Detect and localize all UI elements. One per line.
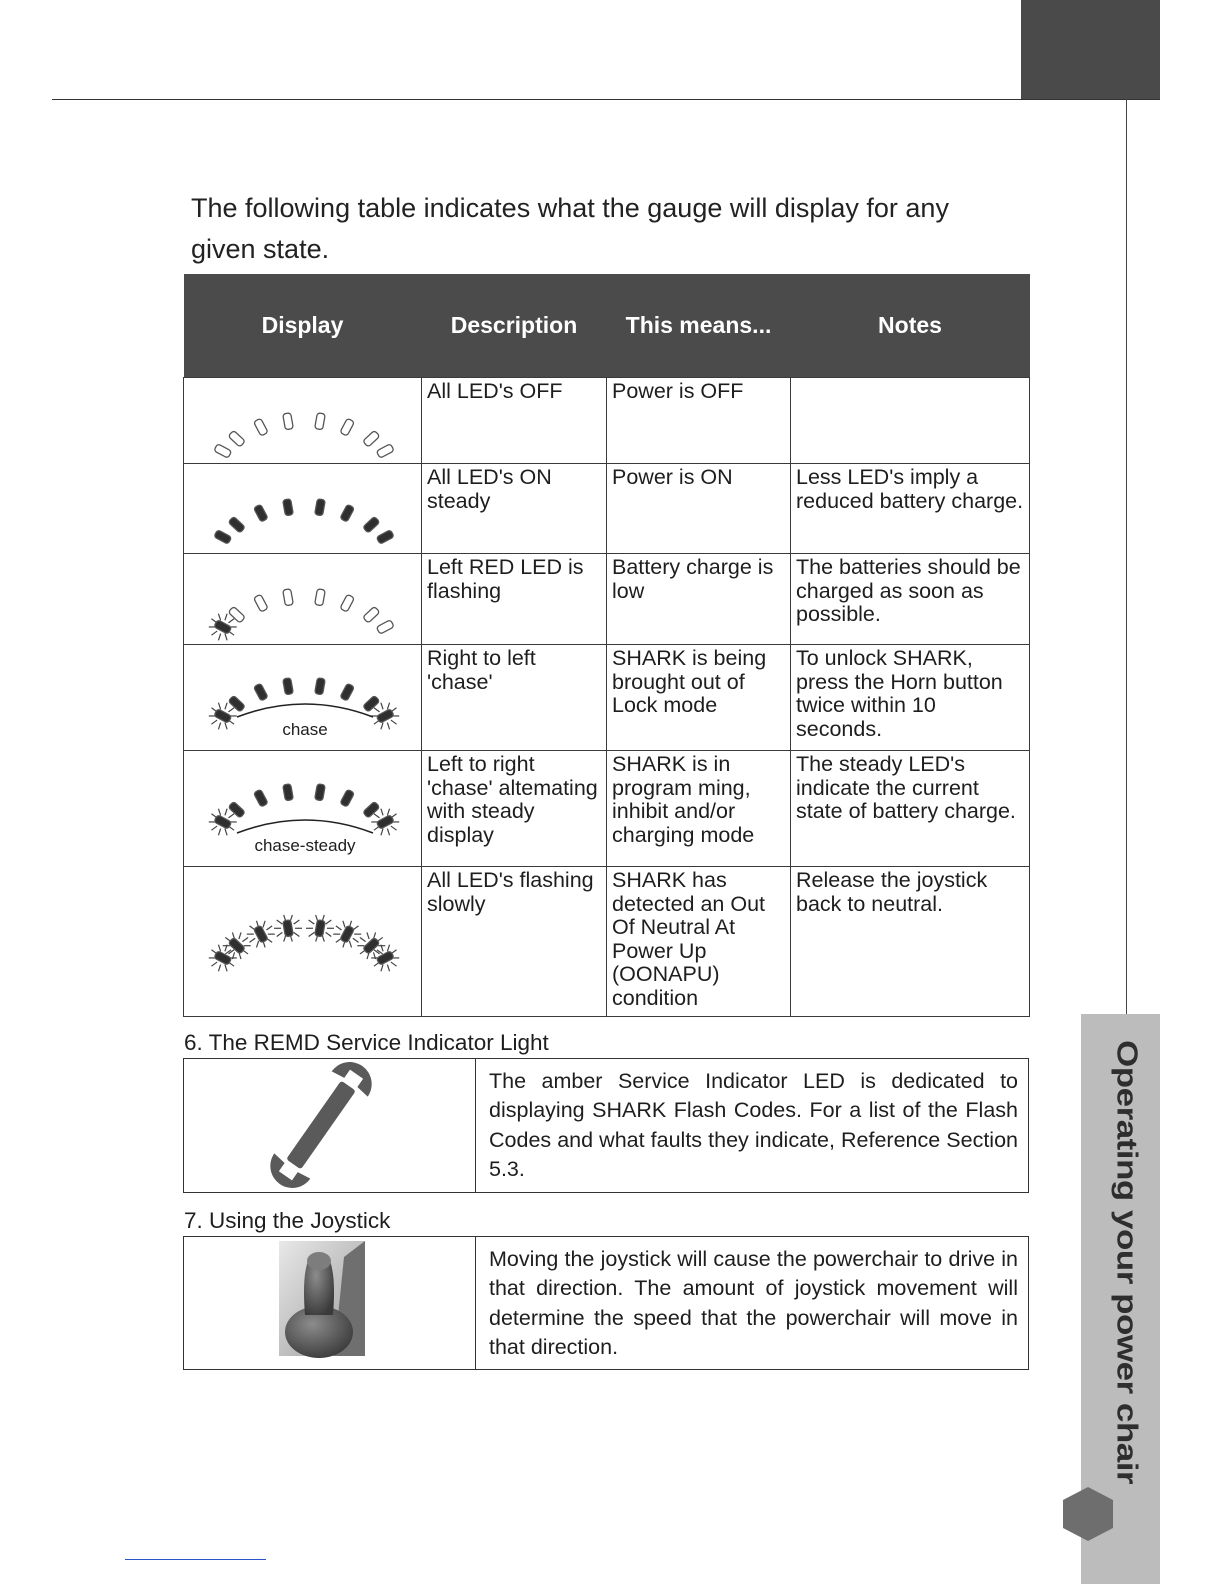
display-cell [184, 751, 422, 867]
gauge-chase-steady-icon [185, 753, 421, 865]
gauge-led [282, 919, 293, 936]
service-description: The amber Service Indicator LED is dedicated to displaying SHARK Flash Codes. For a list of the Flash Codes and what faults they indicate, Reference Section 5.3. [489, 1069, 1018, 1181]
description-cell: Left RED LED is flashing [422, 554, 607, 645]
joystick-description: Moving the joystick will cause the powerchair to drive in that direction. The amount of joystick movement will determine the speed that the powerchair will move in that direction. [489, 1247, 1018, 1359]
gauge-on-icon [185, 466, 421, 552]
gauge-led [282, 783, 293, 800]
display-cell [184, 554, 422, 645]
gauge-led [339, 789, 354, 807]
gauge-led [376, 529, 394, 544]
header-display: Display [184, 274, 422, 378]
notes-cell: The batteries should be charged as soon as possible. [791, 554, 1030, 645]
gauge-led [282, 498, 293, 515]
gauge-led [213, 443, 231, 458]
gauge-led [362, 430, 379, 447]
header-description: Description [422, 274, 607, 378]
gauge-led [213, 529, 231, 544]
gauge-led [376, 619, 394, 634]
gauge-led [339, 418, 354, 436]
description-cell: Right to left 'chase' [422, 645, 607, 751]
header-corner-block [1021, 0, 1160, 99]
gauge-caption: chase [281, 719, 328, 739]
side-tab-label: Operating your power chair [1110, 1040, 1143, 1485]
display-cell [184, 645, 422, 751]
gauge-led [339, 925, 354, 943]
gauge-state-table [183, 274, 1030, 1017]
means-cell: Battery charge is low [607, 554, 791, 645]
gauge-led [339, 594, 354, 612]
margin-rule [1126, 99, 1127, 1015]
header-means: This means... [607, 274, 791, 378]
gauge-led [362, 606, 379, 623]
gauge-led [253, 925, 268, 943]
display-cell [184, 378, 422, 464]
table-row [184, 751, 1030, 867]
gauge-led [282, 412, 293, 429]
table-row [184, 554, 1030, 645]
means-cell: SHARK has detected an Out Of Neutral At Power Up (OONAPU) condition [607, 867, 791, 1017]
notes-cell: Less LED's imply a reduced battery charge. [791, 464, 1030, 554]
table-row [184, 464, 1030, 554]
display-cell [184, 867, 422, 1017]
table-row [184, 867, 1030, 1017]
header-notes: Notes [791, 274, 1030, 378]
means-cell: Power is OFF [607, 378, 791, 464]
intro-paragraph: The following table indicates what the gauge will display for any given state. [191, 193, 949, 264]
notes-cell [791, 378, 1030, 464]
gauge-led [314, 412, 325, 429]
gauge-led [314, 919, 325, 936]
gauge-led [362, 516, 379, 533]
hexagon-icon [1060, 1485, 1116, 1543]
gauge-off-icon [185, 380, 421, 462]
gauge-led [282, 677, 293, 694]
gauge-caption: chase-steady [253, 835, 356, 855]
service-indicator-box [183, 1058, 1029, 1193]
header-rule [52, 99, 1160, 100]
joystick-box [183, 1236, 1029, 1370]
gauge-led [253, 504, 268, 522]
notes-cell: The steady LED's indicate the current state of battery charge. [791, 751, 1030, 867]
gauge-chase-icon [185, 647, 421, 749]
gauge-led [253, 594, 268, 612]
gauge-all-flashing-icon [185, 869, 421, 1015]
display-cell [184, 464, 422, 554]
description-cell: All LED's flashing slowly [422, 867, 607, 1017]
table-header-row [184, 274, 1030, 378]
table-row [184, 645, 1030, 751]
gauge-led [339, 683, 354, 701]
gauge-led [282, 588, 293, 605]
gauge-led [314, 783, 325, 800]
description-cell: All LED's ON steady [422, 464, 607, 554]
description-cell: Left to right 'chase' altemating with steady display [422, 751, 607, 867]
joystick-photo [184, 1237, 475, 1368]
gauge-led [228, 430, 245, 447]
table-row [184, 378, 1030, 464]
gauge-led [314, 588, 325, 605]
footer-link-line [125, 1559, 266, 1560]
service-icon-cell [184, 1059, 476, 1192]
means-cell: SHARK is in program ming, inhibit and/or charging mode [607, 751, 791, 867]
means-cell: SHARK is being brought out of Lock mode [607, 645, 791, 751]
notes-cell: To unlock SHARK, press the Horn button twice within 10 seconds. [791, 645, 1030, 751]
gauge-led [339, 504, 354, 522]
description-cell: All LED's OFF [422, 378, 607, 464]
joystick-section-title: 7. Using the Joystick [184, 1208, 391, 1233]
means-cell: Power is ON [607, 464, 791, 554]
gauge-led [314, 498, 325, 515]
gauge-led [253, 683, 268, 701]
gauge-led [314, 677, 325, 694]
gauge-led [253, 789, 268, 807]
joystick-image-cell [184, 1237, 476, 1369]
service-section-title: 6. The REMD Service Indicator Light [184, 1030, 549, 1055]
wrench-icon [184, 1059, 475, 1191]
gauge-led [253, 418, 268, 436]
gauge-led [228, 516, 245, 533]
gauge-led [376, 443, 394, 458]
notes-cell: Release the joystick back to neutral. [791, 867, 1030, 1017]
gauge-low-icon [185, 556, 421, 643]
